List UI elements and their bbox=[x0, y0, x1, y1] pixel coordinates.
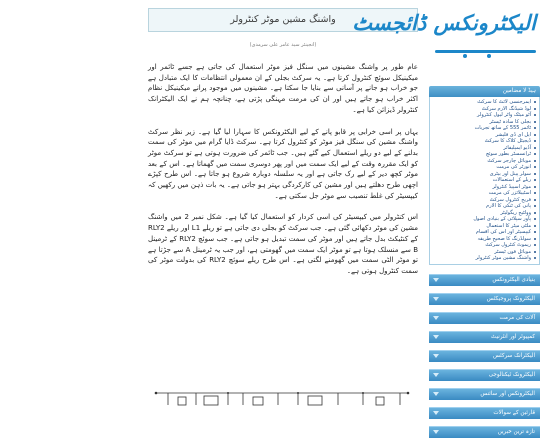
category-item[interactable]: آلات کی مرمت bbox=[429, 312, 540, 324]
sidebar-link-label: ریموٹ کنٹرول سرکٹ bbox=[485, 242, 531, 248]
sidebar-link-label: آٹو میٹک واٹر لیول کنٹرولر bbox=[477, 112, 531, 118]
sidebar-link-label: ٹائمر 555 کے ساتھ تجربات bbox=[474, 125, 531, 131]
category-item[interactable]: کمپیوٹر اور انٹرنیٹ bbox=[429, 331, 540, 343]
article-body bbox=[148, 62, 418, 277]
bullet-icon bbox=[534, 225, 536, 227]
sidebar-link-label: پانی کی ٹنکی کا الارم bbox=[486, 203, 531, 209]
logo-text: الیکٹرونکس ڈائجسٹ bbox=[352, 10, 536, 35]
bullet-icon bbox=[534, 186, 536, 188]
bullet-icon bbox=[534, 153, 536, 155]
bullet-icon bbox=[534, 121, 536, 123]
sidebar-link-label: ملٹی میٹر کا استعمال bbox=[486, 222, 531, 229]
sidebar-link-label: سولر پینل اور بیٹری bbox=[489, 170, 531, 177]
article-paragraph: عام طور پر واشنگ مشینوں میں سنگل فیز موٹر استعمال کی جاتی ہے جسے ٹائمر اور میکینیکل سوئچ کنٹرول کرتا ہے۔ یہ سرکٹ بجلی کے ان معمولی انتظامات کا ایک متبادل ہے جو خراب ہو جانے پر آسانی سے بنایا جا سکتا ہے۔ مشینوں میں موجود پرانے میکینیکل نظام اکثر خراب ہو جاتے ہیں اور ان کی مرمت مہنگی پڑتی ہے، چنانچہ ہم نے ایک الیکٹرانک کنٹرولر ڈیزائن کیا ہے۔ bbox=[148, 63, 418, 114]
article-title: واشنگ مشین موٹر کنٹرولر bbox=[148, 8, 418, 32]
sidebar-link-label: بجلی کا سادہ ٹیسٹر bbox=[489, 118, 531, 125]
sidebar-link-label: لوڈ شیڈنگ الارم سرکٹ bbox=[481, 105, 531, 112]
bullet-icon bbox=[534, 192, 536, 194]
bullet-icon bbox=[534, 212, 536, 214]
bullet-icon bbox=[534, 134, 536, 136]
sidebar-link-label: موٹر اسپیڈ کنٹرولر bbox=[492, 183, 531, 190]
sidebar-link-label: ریلے کے استعمالات bbox=[492, 177, 531, 183]
sidebar bbox=[352, 0, 540, 435]
bullet-icon bbox=[534, 173, 536, 175]
bullet-icon bbox=[534, 160, 536, 162]
category-item[interactable]: الیکٹرونک ٹیکنالوجی bbox=[429, 369, 540, 381]
bullet-icon bbox=[534, 166, 536, 168]
bullet-icon bbox=[534, 179, 536, 181]
sidebar-link-label: ایمرجنسی لائٹ کا سرکٹ bbox=[477, 99, 531, 105]
article-column bbox=[148, 8, 418, 405]
bullet-icon bbox=[534, 108, 536, 110]
sidebar-link[interactable] bbox=[432, 255, 536, 262]
sidebar-link-label: ڈیجیٹل کلاک کا سرکٹ bbox=[484, 138, 531, 144]
bullet-icon bbox=[534, 114, 536, 116]
logo-underline bbox=[435, 50, 536, 53]
sidebar-link-label: واشنگ مشین موٹر کنٹرولر bbox=[475, 255, 531, 261]
sidebar-link-label: انورٹر کی مرمت bbox=[496, 164, 531, 170]
bullet-icon bbox=[534, 205, 536, 207]
category-item[interactable]: الیکٹرونکس اور سائنس bbox=[429, 388, 540, 400]
bullet-icon bbox=[534, 127, 536, 129]
site-logo[interactable] bbox=[352, 0, 540, 70]
bullet-icon bbox=[534, 244, 536, 246]
article-paragraph: یہاں پر اسی خرابی پر قابو پانے کے لیے الیکٹرونکس کا سہارا لیا گیا ہے۔ زیر نظر سرکٹ واشنگ مشین کی سنگل فیز موٹر کو کنٹرول کرتا ہے۔ سرکٹ ڈایا گرام میں موٹر کی سمت بدلنے کے لیے دو ریلے استعمال کیے گئے ہیں۔ جب ٹائمر کی ضرورت ہوتی ہے تو سرکٹ موٹر کو ایک مقررہ وقت کے لیے ایک سمت میں اور پھر دوسری سمت میں گھماتا ہے۔ اس کے بعد موٹر کچھ دیر کے لیے رک جاتی ہے اور یہ سلسلہ دوبارہ شروع ہو جاتا ہے۔ اس طرح کپڑے اچھی طرح دھلتے ہیں اور مشین کی کارکردگی بہتر ہو جاتی ہے۔ یہ بات ذہن میں رکھیں کہ کیپسیٹر کی غلط تنصیب سے موٹر جل سکتی ہے۔ bbox=[148, 127, 418, 200]
logo-dot bbox=[463, 54, 467, 58]
bullet-icon bbox=[534, 231, 536, 233]
sidebar-link-label: کیپسیٹر اور اس کی اقسام bbox=[475, 229, 531, 235]
sidebar-link-label: موبائل چارجر سرکٹ bbox=[487, 157, 531, 164]
circuit-diagram bbox=[148, 383, 418, 405]
category-item[interactable]: الیکٹرانک سرکٹس bbox=[429, 350, 540, 362]
category-item[interactable]: بنیادی الیکٹرونکس bbox=[429, 274, 540, 286]
category-item[interactable]: تازہ ترین خبریں bbox=[429, 426, 540, 438]
articles-box-header: ہیڈ ﻻ مضامین bbox=[429, 86, 540, 97]
bullet-icon bbox=[534, 147, 536, 149]
sidebar-link-label: ایل ای ڈی فلیشر bbox=[495, 131, 531, 138]
bullet-icon bbox=[534, 199, 536, 201]
article-byline: (انجینئر سید عامر علی سرمدی) bbox=[249, 42, 317, 48]
sidebar-link-label: موبائل فون ٹیسٹر bbox=[494, 248, 531, 255]
category-item[interactable]: الیکٹرونک پروجیکٹس bbox=[429, 293, 540, 305]
sidebar-link-label: ٹرانسسٹر بطور سوئچ bbox=[485, 151, 531, 157]
bullet-icon bbox=[534, 140, 536, 142]
category-menu bbox=[429, 274, 540, 438]
category-item[interactable]: قارئین کے سوالات bbox=[429, 407, 540, 419]
article-paragraph: اس کنٹرولر میں کیپسیٹر کی اسی کردار کو استعمال کیا گیا ہے۔ شکل نمبر 2 میں واشنگ مشین کی موٹر دکھائی گئی ہے۔ جب سرکٹ کو بجلی دی جاتی ہے تو ریلے L1 اور ریلے RLY2 کے کنٹیکٹ بدل جاتے ہیں اور موٹر کی سمت تبدیل ہو جاتی ہے۔ جب سوئچ RLY2 کے ٹرمینل B سے منسلک ہوتا ہے تو موٹر ایک سمت میں گھومتی ہے، اور جب یہ ٹرمینل A سے جڑتا ہے تو موٹر الٹی سمت میں گھومنے لگتی ہے۔ اس طرح ریلے سوئچ RLY2 کی بدولت موٹر کی سمت کنٹرول ہوتی ہے۔ bbox=[148, 213, 419, 275]
articles-box bbox=[429, 97, 540, 265]
sidebar-link-label: فریج کنٹرول سرکٹ bbox=[489, 196, 531, 203]
logo-dot bbox=[487, 54, 491, 58]
bullet-icon bbox=[534, 218, 536, 220]
sidebar-link-label: آڈیو ایمپلیفائر bbox=[503, 144, 531, 151]
bullet-icon bbox=[534, 257, 536, 259]
sidebar-link-label: سولڈرنگ کا صحیح طریقہ bbox=[477, 235, 531, 242]
sidebar-link-label: وولٹیج ریگولیٹر bbox=[500, 209, 531, 216]
sidebar-link-label: اسٹیبلائزر کی مرمت bbox=[488, 190, 531, 196]
sidebar-link-label: پاور سپلائی کے بنیادی اصول bbox=[473, 216, 531, 222]
bullet-icon bbox=[534, 238, 536, 240]
bullet-icon bbox=[534, 251, 536, 253]
bullet-icon bbox=[534, 101, 536, 103]
